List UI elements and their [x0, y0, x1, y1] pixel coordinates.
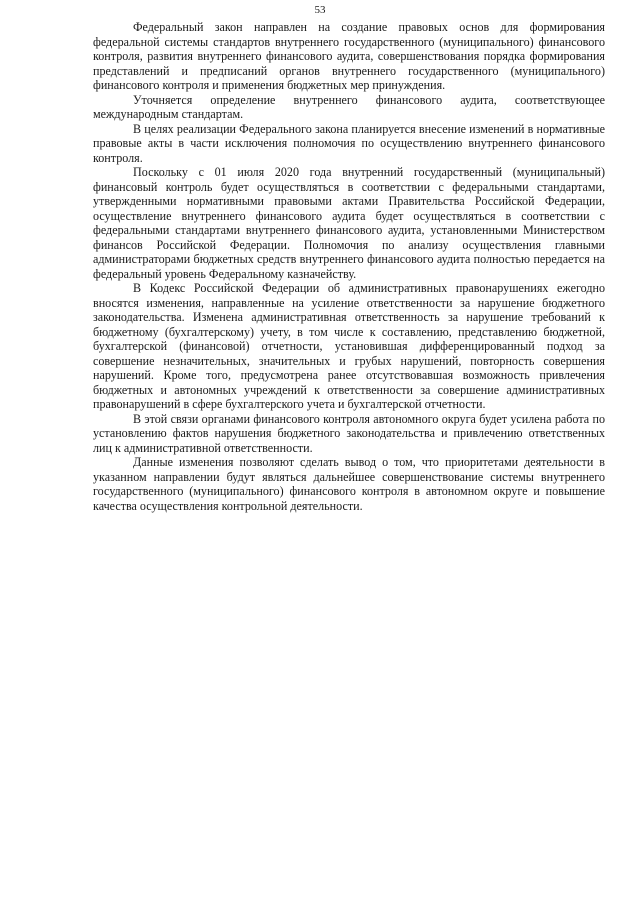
paragraph: Уточняется определение внутреннего финансового аудита, соответствующее международным стандартам.: [93, 92, 605, 121]
paragraph: Федеральный закон направлен на создание правовых основ для формирования федеральной системы стандартов внутреннего государственного (муниципального) финансового контроля, развития внутреннего финансового аудита, совершенствования порядка формирования представлений и предписаний органов внутреннего государственного (муниципального) финансового контроля и применения бюджетных мер принуждения.: [93, 20, 605, 92]
paragraph: Данные изменения позволяют сделать вывод о том, что приоритетами деятельности в указанном направлении будут являться дальнейшее совершенствование системы внутреннего государственного (муниципального) финансового контроля в автономном округе и повышение качества осуществления контрольной деятельности.: [93, 455, 605, 513]
paragraph: В Кодекс Российской Федерации об административных правонарушениях ежегодно вносятся изменения, направленные на усиление ответственности за нарушение бюджетного законодательства. Изменена административная ответственность за нарушение требований к бюджетному (бухгалтерскому) учету, в том числе к составлению, представлению бюджетной, бухгалтерской (финансовой) отчетности, установившая дифференцированный подход за совершение незначительных, значительных и грубых нарушений, повторность совершения нарушений. Кроме того, предусмотрена ранее отсутствовавшая возможность привлечения бюджетных и автономных учреждений к ответственности за совершение административных правонарушений в сфере бухгалтерского учета и бухгалтерской отчетности.: [93, 281, 605, 411]
paragraph: В этой связи органами финансового контроля автономного округа будет усилена работа по установлению фактов нарушения бюджетного законодательства и привлечению ответственных лиц к административной ответственности.: [93, 411, 605, 455]
page-number: 53: [314, 4, 326, 16]
paragraph: В целях реализации Федерального закона планируется внесение изменений в нормативные правовые акты в части исключения полномочия по осуществлению внутреннего финансового контроля.: [93, 121, 605, 165]
paragraph: Поскольку с 01 июля 2020 года внутренний государственный (муниципальный) финансовый контроль будет осуществляться в соответствии с федеральными стандартами, утвержденными нормативными правовыми актами Правительства Российской Федерации, осуществление внутреннего финансового аудита будет осуществляться в соответствии с федеральными стандартами внутреннего финансового аудита, установленными Министерством финансов Российской Федерации. Полномочия по анализу осуществления главными администраторами бюджетных средств внутреннего финансового аудита полностью передается на федеральный уровень Федеральному казначейству.: [93, 165, 605, 281]
document-body: [93, 20, 605, 513]
